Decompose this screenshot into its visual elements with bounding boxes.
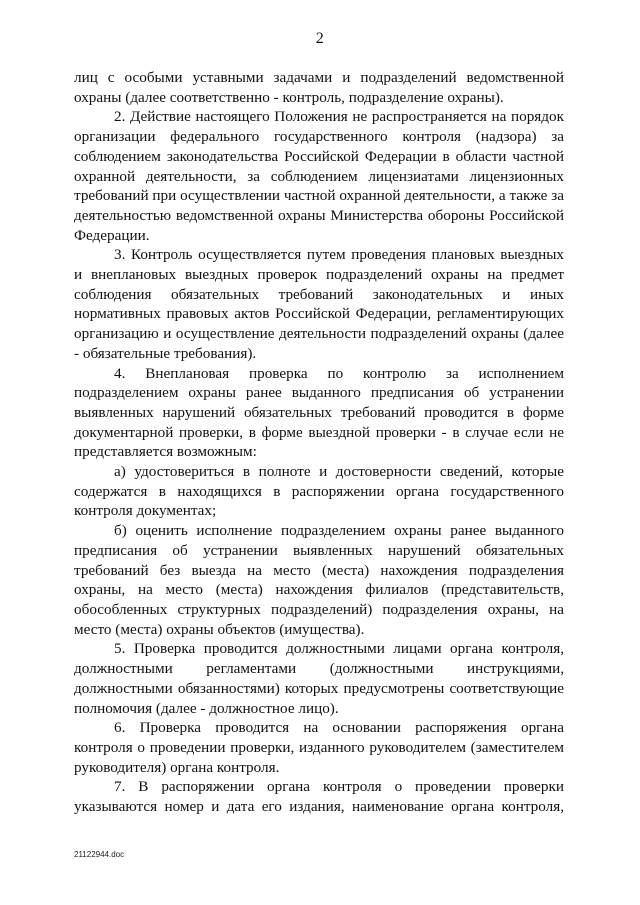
paragraph-3: 3. Контроль осуществляется путем проведения плановых выездных и внеплановых выездных проверок подразделений охраны на предмет соблюдения обязательных требований законодательных и иных нормативных правовых актов Российской Федерации, регламентирующих организацию и осуществление деятельности подразделений охраны (далее - обязательные требования). bbox=[74, 246, 564, 362]
document-body bbox=[74, 68, 564, 817]
paragraph-4: 4. Внеплановая проверка по контролю за исполнением подразделением охраны ранее выданного предписания об устранении выявленных нарушений обязательных требований проводится в форме документарной проверки, в форме выездной проверки - в случае если не представляется возможным: bbox=[74, 364, 564, 461]
paragraph-continuation: лиц с особыми уставными задачами и подразделений ведомственной охраны (далее соответственно - контроль, подразделение охраны). bbox=[74, 69, 564, 106]
file-name-footer: 21122944.doc bbox=[74, 850, 125, 859]
paragraph-7: 7. В распоряжении органа контроля о проведении проверки указываются номер и дата его издания, наименование органа контроля, bbox=[74, 778, 564, 816]
paragraph-6: 6. Проверка проводится на основании распоряжения органа контроля о проведении проверки, изданного руководителем (заместителем руководителя) органа контроля. bbox=[74, 719, 564, 776]
paragraph-4-item-b: б) оценить исполнение подразделением охраны ранее выданного предписания об устранении выявленных нарушений обязательных требований без выезда на место (места) нахождения подразделения охраны, на место (места) нахождения филиалов (представительств, обособленных структурных подразделений) подразделения охраны, на место (места) охраны объектов (имущества). bbox=[74, 522, 564, 638]
paragraph-4-item-a: а) удостовериться в полноте и достоверности сведений, которые содержатся в находящихся в распоряжении органа государственного контроля документах; bbox=[74, 463, 564, 520]
page-number: 2 bbox=[315, 30, 325, 47]
paragraph-2: 2. Действие настоящего Положения не распространяется на порядок организации федерального государственного контроля (надзора) за соблюдением законодательства Российской Федерации в области частной охранной деятельности, за соблюдением лицензиатами лицензионных требований при осуществлении частной охранной деятельности, а также за деятельностью ведомственной охраны Министерства обороны Российской Федерации. bbox=[74, 108, 564, 244]
paragraph-5: 5. Проверка проводится должностными лицами органа контроля, должностными регламентами (должностными инструкциями, должностными обязанностями) которых предусмотрены соответствующие полномочия (далее - должностное лицо). bbox=[74, 640, 564, 717]
